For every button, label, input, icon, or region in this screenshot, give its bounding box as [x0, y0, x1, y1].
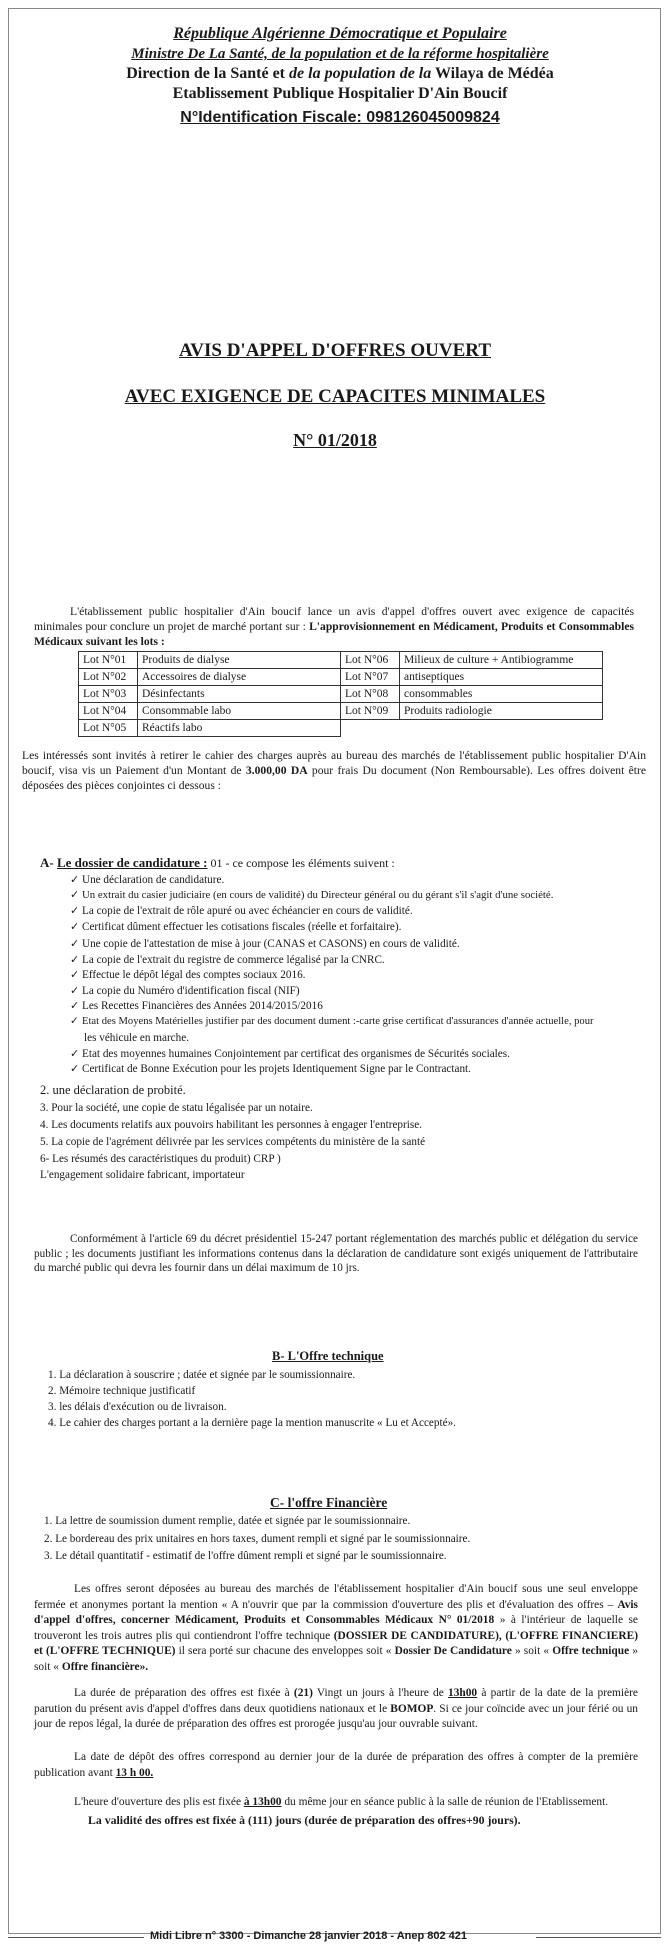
checkmark-icon: ✓ — [70, 889, 80, 901]
checkmark-icon: ✓ — [70, 921, 80, 933]
checklist-item: ✓ Une copie de l'attestation de mise à jour (CANAS et CASONS) en cours de validité. — [70, 938, 460, 950]
table-row: Lot N°05 Réactifs labo — [79, 720, 603, 737]
establishment-line: Etablissement Publique Hospitalier D'Ain Boucif — [172, 85, 508, 102]
section-b-heading: B- L'Offre technique — [272, 1349, 384, 1363]
checklist-item: ✓ Etat des moyennes humaines Conjointement par certificat des organismes de Sécurités sociales. — [70, 1048, 510, 1060]
checkmark-icon: ✓ — [70, 1063, 80, 1075]
table-row: Lot N°04 Consommable labo Lot N°09 Produits radiologie — [79, 703, 603, 720]
checkmark-icon: ✓ — [70, 874, 80, 886]
checkmark-icon: ✓ — [70, 1016, 79, 1027]
ministry-line: Ministre De La Santé, de la population et de la réforme hospitalière — [131, 46, 549, 62]
letterhead — [60, 24, 620, 128]
checklist-item: ✓ La copie de l'extrait du registre de commerce légalisé par la CNRC. — [70, 954, 385, 966]
checkmark-icon: ✓ — [70, 969, 80, 981]
section-a-heading: A- Le dossier de candidature : 01 - ce compose les éléments suivent : — [40, 855, 395, 870]
duree-paragraph: La durée de préparation des offres est fixée à (21) Vingt un jours à l'heure de 13h00 à partir de la date de la première parution du présent avis d'appel d'offres dans deux quotidiens nationaux et le BOMOP. Si ce jour coïncide avec un jour férié ou un jour de repos légal, la durée de préparation des offres est prorogée jusqu'au jour ouvrable suivant. — [34, 1687, 638, 1730]
title-line-1: AVIS D'APPEL D'OFFRES OUVERT — [178, 340, 491, 361]
footer-rule-right — [536, 1937, 661, 1938]
checkmark-icon: ✓ — [70, 985, 80, 997]
list-item: 2. Mémoire technique justificatif — [48, 1385, 196, 1397]
validite-paragraph: La validité des offres est fixée à (111) jours (durée de préparation des offres+90 jours). — [88, 1813, 521, 1827]
numbered-item: 2. une déclaration de probité. — [40, 1083, 186, 1097]
list-item: 3. les délais d'exécution ou de livraison. — [48, 1401, 227, 1413]
checklist-item: ✓ Un extrait du casier judiciaire (en cours de validité) du Directeur général ou du gérant s'il s'agit d'une société. — [70, 889, 554, 901]
list-item: 3. Le détail quantitatif - estimatif de l'offre dûment rempli et signé par le soumissionnaire. — [44, 1550, 447, 1562]
numbered-item: L'engagement solidaire fabricant, importateur — [40, 1169, 245, 1181]
republic-line: République Algérienne Démocratique et Populaire — [173, 25, 507, 42]
checklist-item: ✓ La copie de l'extrait de rôle apuré ou avec échéancier en cours de validité. — [70, 905, 413, 917]
checkmark-icon: ✓ — [70, 1000, 80, 1012]
numbered-item: 5. La copie de l'agrément délivrée par les services compétents du ministère de la santé — [40, 1136, 426, 1148]
checklist-item: ✓ Certificat dûment effectuer les cotisations fiscales (réelle et forfaitaire). — [70, 921, 402, 933]
depot-paragraph: Les offres seront déposées au bureau des marchés de l'établissement hospitalier d'Ain boucif sous une seul enveloppe fermée et anonymes portant la mention « A n'ouvrir que par la commission d'ouverture des plis et d'évaluation des offres – Avis d'appel d'offres, concerner Médicament, Produits et Consommables Médicaux N° 01/2018 » à l'intérieur de laquelle se trouveront les trois autres plis qui contiendront l'offre technique (DOSSIER DE CANDIDATURE), (L'OFFRE FINANCIERE) et (L'OFFRE TECHNIQUE) il sera porté sur chacune des enveloppes soit « Dossier De Candidature » soit « Offre technique » soit « Offre financière». — [34, 1583, 638, 1673]
numbered-item: 4. Les documents relatifs aux pouvoirs habilitant les personnes à engager l'entreprise. — [40, 1119, 422, 1131]
checklist-item: ✓ Une déclaration de candidature. — [70, 874, 225, 886]
heure-paragraph: L'heure d'ouverture des plis est fixée à 13h00 du même jour en séance public à la salle de réunion de l'Etablissement. — [74, 1796, 609, 1808]
decree-paragraph: Conformément à l'article 69 du décret présidentiel 15-247 portant réglementation des marchés public et délégation du service public ; les documents justifiant les informations contenus dans la déclaration de candidature sont exigés uniquement de l'attributaire du marché public qui devra les fournir dans un délai maximum de 10 jrs. — [34, 1233, 638, 1274]
list-item: 1. La déclaration à souscrire ; datée et signée par le soumissionnaire. — [48, 1369, 356, 1381]
checklist-item: ✓ Certificat de Bonne Exécution pour les projets Identiquement Signe par le Contractant. — [70, 1063, 471, 1075]
checklist-item: ✓ Etat des Moyens Matérielles justifier par des document dument :-carte grise certificat d'assurances d'année actuelle, pour — [70, 1016, 594, 1027]
footer — [0, 1928, 669, 1947]
list-item: 1. La lettre de soumission dument remplie, datée et signée par le soumissionnaire. — [44, 1515, 411, 1527]
lots-table — [78, 651, 603, 737]
date-paragraph: La date de dépôt des offres correspond au dernier jour de la durée de préparation des offres à compter de la première publication avant 13 h 00. — [34, 1751, 638, 1779]
footer-text: Midi Libre n° 3300 - Dimanche 28 janvier 2018 - Anep 802 421 — [150, 1930, 468, 1942]
checklist-item: ✓ La copie du Numéro d'identification fiscal (NIF) — [70, 985, 300, 997]
checkmark-icon: ✓ — [70, 1048, 80, 1060]
checkmark-icon: ✓ — [70, 954, 80, 966]
checklist-item: ✓ Les Recettes Financières des Années 2014/2015/2016 — [70, 1000, 323, 1012]
list-item: 2. Le bordereau des prix unitaires en hors taxes, dument rempli et signé par le soumissionnaire. — [44, 1533, 471, 1545]
checkmark-icon: ✓ — [70, 905, 80, 917]
numbered-item: 6- Les résumés des caractéristiques du produit) CRP ) — [40, 1153, 281, 1165]
title-line-2: AVEC EXIGENCE DE CAPACITES MINIMALES — [124, 386, 546, 407]
title-number: N° 01/2018 — [293, 430, 377, 450]
intro-paragraph: L'établissement public hospitalier d'Ain boucif lance un avis d'appel d'offres ouvert avec exigence de capacités minimales pour conclure un projet de marché portant sur : L'approvisionnement en Médicament, Produits et Consommables Médicaux suivant les lots : — [34, 605, 634, 648]
section-c-heading: C- l'offre Financière — [270, 1495, 388, 1510]
table-row: Lot N°02 Accessoires de dialyse Lot N°07 antiseptiques — [79, 669, 603, 686]
checklist-item: les véhicule en marche. — [84, 1032, 189, 1044]
retrait-paragraph: Les intéressés sont invités à retirer le cahier des charges auprès au bureau des marchés de l'établissement public hospitalier D'Ain boucif, visa vis un Paiement d'un Montant de 3.000,00 DA pour frais Du document (Non Remboursable). Les offres doivent être déposées des pièces conjointes ci dessous : — [22, 749, 646, 792]
numbered-item: 3. Pour la société, une copie de statu légalisée par un notaire. — [40, 1102, 313, 1114]
table-row: Lot N°03 Désinfectants Lot N°08 consommables — [79, 686, 603, 703]
fiscal-id: N°Identification Fiscale: 098126045009824 — [180, 109, 500, 126]
checklist-item: ✓ Effectue le dépôt légal des comptes sociaux 2016. — [70, 969, 306, 981]
list-item: 4. Le cahier des charges portant a la dernière page la mention manuscrite « Lu et Accepté». — [48, 1417, 456, 1429]
table-row: Lot N°01 Produits de dialyse Lot N°06 Milieux de culture + Antibiogramme — [79, 652, 603, 669]
footer-rule-left — [8, 1937, 144, 1938]
checkmark-icon: ✓ — [70, 938, 80, 950]
direction-line: Direction de la Santé et de la population de la Wilaya de Médéa — [126, 65, 554, 82]
